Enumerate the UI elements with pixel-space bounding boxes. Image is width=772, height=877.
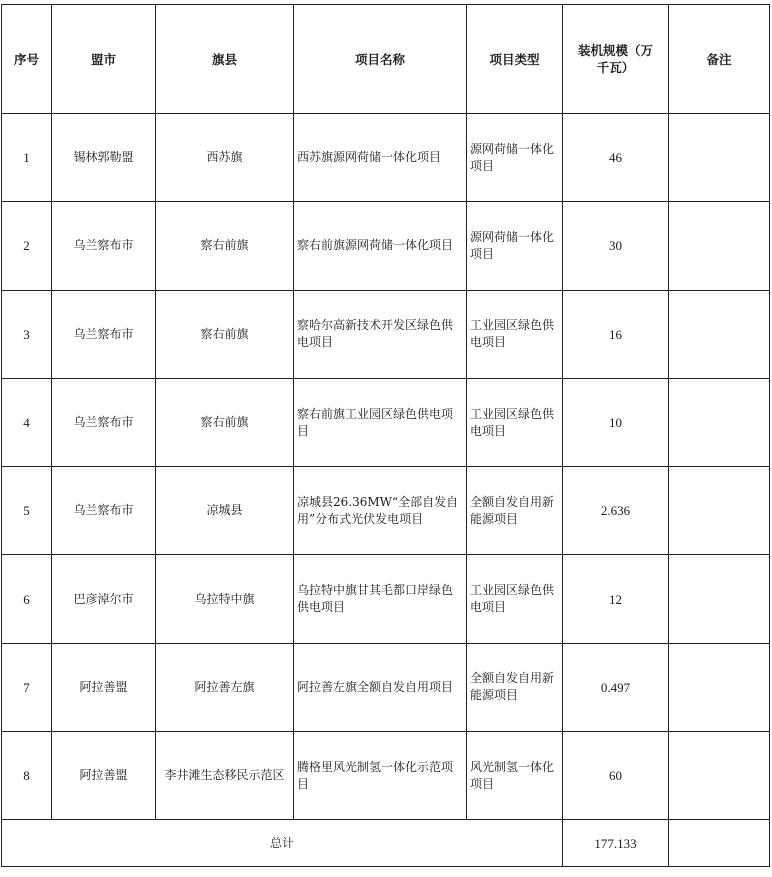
cell-banner-county: 察右前旗 — [156, 290, 294, 378]
cell-seq: 7 — [2, 643, 52, 731]
cell-remark — [669, 732, 770, 820]
cell-project-name: 凉城县26.36MW“全部自发自用”分布式光伏发电项目 — [294, 467, 467, 555]
cell-project-type: 工业园区绿色供电项目 — [467, 290, 563, 378]
cell-league-city: 乌兰察布市 — [52, 290, 156, 378]
cell-league-city: 锡林郭勒盟 — [52, 114, 156, 202]
cell-seq: 8 — [2, 732, 52, 820]
cell-league-city: 阿拉善盟 — [52, 643, 156, 731]
header-capacity-label: 装机规模（万千瓦） — [577, 43, 653, 75]
total-remark — [669, 820, 770, 867]
cell-project-type: 源网荷储一体化项目 — [467, 202, 563, 290]
cell-banner-county: 西苏旗 — [156, 114, 294, 202]
cell-project-name: 腾格里风光制氢一体化示范项目 — [294, 732, 467, 820]
table-footer — [2, 820, 770, 867]
cell-seq: 3 — [2, 290, 52, 378]
project-table-wrapper — [1, 4, 769, 867]
table-body — [2, 114, 770, 820]
header-banner-county: 旗县 — [156, 5, 294, 114]
cell-project-name: 乌拉特中旗甘其毛都口岸绿色供电项目 — [294, 555, 467, 643]
cell-capacity: 0.497 — [563, 643, 669, 731]
cell-remark — [669, 202, 770, 290]
total-label: 总计 — [2, 820, 563, 867]
cell-project-type: 源网荷储一体化项目 — [467, 114, 563, 202]
cell-capacity: 12 — [563, 555, 669, 643]
cell-project-name: 阿拉善左旗全额自发自用项目 — [294, 643, 467, 731]
header-remark: 备注 — [669, 5, 770, 114]
cell-project-name: 察哈尔高新技术开发区绿色供电项目 — [294, 290, 467, 378]
cell-banner-county: 凉城县 — [156, 467, 294, 555]
cell-capacity: 60 — [563, 732, 669, 820]
cell-banner-county: 李井滩生态移民示范区 — [156, 732, 294, 820]
cell-remark — [669, 290, 770, 378]
table-row — [2, 732, 770, 820]
cell-banner-county: 阿拉善左旗 — [156, 643, 294, 731]
cell-capacity: 16 — [563, 290, 669, 378]
cell-capacity: 46 — [563, 114, 669, 202]
header-row — [2, 5, 770, 114]
cell-banner-county: 乌拉特中旗 — [156, 555, 294, 643]
cell-league-city: 乌兰察布市 — [52, 378, 156, 466]
cell-project-type: 工业园区绿色供电项目 — [467, 378, 563, 466]
table-row — [2, 467, 770, 555]
project-table — [1, 4, 770, 867]
cell-project-type: 全额自发自用新能源项目 — [467, 643, 563, 731]
cell-seq: 2 — [2, 202, 52, 290]
table-header — [2, 5, 770, 114]
cell-project-type: 全额自发自用新能源项目 — [467, 467, 563, 555]
header-seq: 序号 — [2, 5, 52, 114]
table-row — [2, 202, 770, 290]
header-capacity — [563, 5, 669, 114]
table-row — [2, 290, 770, 378]
total-capacity: 177.133 — [563, 820, 669, 867]
table-row — [2, 643, 770, 731]
cell-banner-county: 察右前旗 — [156, 202, 294, 290]
cell-project-name: 察右前旗源网荷储一体化项目 — [294, 202, 467, 290]
total-row — [2, 820, 770, 867]
header-league-city: 盟市 — [52, 5, 156, 114]
cell-project-name: 西苏旗源网荷储一体化项目 — [294, 114, 467, 202]
cell-league-city: 乌兰察布市 — [52, 467, 156, 555]
cell-capacity: 10 — [563, 378, 669, 466]
cell-seq: 1 — [2, 114, 52, 202]
cell-league-city: 阿拉善盟 — [52, 732, 156, 820]
cell-remark — [669, 555, 770, 643]
cell-league-city: 巴彦淖尔市 — [52, 555, 156, 643]
cell-project-name: 察右前旗工业园区绿色供电项目 — [294, 378, 467, 466]
cell-seq: 4 — [2, 378, 52, 466]
cell-seq: 5 — [2, 467, 52, 555]
table-row — [2, 378, 770, 466]
cell-remark — [669, 643, 770, 731]
cell-league-city: 乌兰察布市 — [52, 202, 156, 290]
cell-banner-county: 察右前旗 — [156, 378, 294, 466]
cell-project-type: 工业园区绿色供电项目 — [467, 555, 563, 643]
cell-remark — [669, 378, 770, 466]
cell-remark — [669, 467, 770, 555]
cell-project-type: 风光制氢一体化项目 — [467, 732, 563, 820]
cell-seq: 6 — [2, 555, 52, 643]
table-row — [2, 555, 770, 643]
header-project-type: 项目类型 — [467, 5, 563, 114]
cell-remark — [669, 114, 770, 202]
header-project-name: 项目名称 — [294, 5, 467, 114]
table-row — [2, 114, 770, 202]
cell-capacity: 2.636 — [563, 467, 669, 555]
cell-capacity: 30 — [563, 202, 669, 290]
